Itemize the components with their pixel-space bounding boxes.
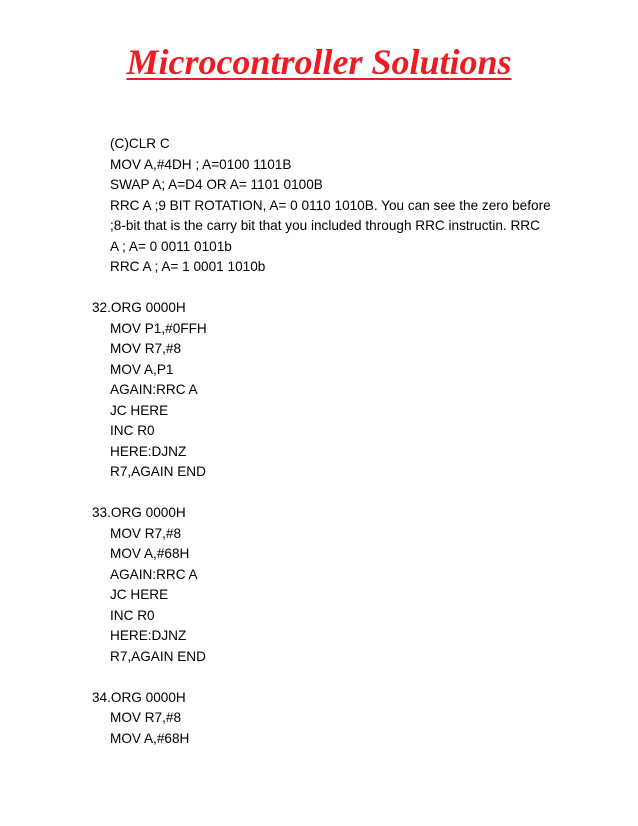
document-body xyxy=(92,134,612,749)
code-line: MOV A,#4DH ; A=0100 1101B xyxy=(110,156,292,172)
code-line: HERE:DJNZ xyxy=(110,443,187,459)
page-title: Microcontroller Solutions xyxy=(126,42,512,82)
code-line: R7,AGAIN END xyxy=(110,648,206,664)
code-line: HERE:DJNZ xyxy=(110,628,187,643)
section-gap xyxy=(92,483,612,504)
code-line: MOV R7,#8 xyxy=(110,341,182,356)
code-line: SWAP A; A=D4 OR A= 1101 0100B xyxy=(110,177,323,192)
section-heading: 34.ORG 0000H xyxy=(92,689,186,705)
code-line: A ; A= 0 0011 0101b xyxy=(110,238,232,254)
code-line: RRC A ; A= 1 0001 1010b xyxy=(110,259,266,274)
section-gap xyxy=(92,667,612,688)
section-gap xyxy=(92,278,612,299)
code-line: (C)CLR C xyxy=(110,136,170,151)
code-line: MOV A,#68H xyxy=(110,546,190,561)
code-line: MOV A,#68H xyxy=(110,730,190,746)
code-line: MOV R7,#8 xyxy=(110,710,182,725)
code-line: R7,AGAIN END xyxy=(110,464,206,479)
code-line: RRC A ;9 BIT ROTATION, A= 0 0110 1010B. You can see the zero before xyxy=(110,197,551,213)
section-heading: 32.ORG 0000H xyxy=(92,300,186,315)
code-line: MOV P1,#0FFH xyxy=(110,320,207,336)
code-line: MOV A,P1 xyxy=(110,361,174,377)
section-heading: 33.ORG 0000H xyxy=(92,505,186,520)
code-line: JC HERE xyxy=(110,402,169,418)
code-line: INC R0 xyxy=(110,423,155,438)
code-line: JC HERE xyxy=(110,587,169,602)
code-line: AGAIN:RRC A xyxy=(110,382,198,397)
code-line: AGAIN:RRC A xyxy=(110,566,198,582)
code-line: INC R0 xyxy=(110,607,155,623)
code-line: ;8-bit that is the carry bit that you included through RRC instructin. RRC xyxy=(110,218,540,233)
code-line: MOV R7,#8 xyxy=(110,525,182,541)
